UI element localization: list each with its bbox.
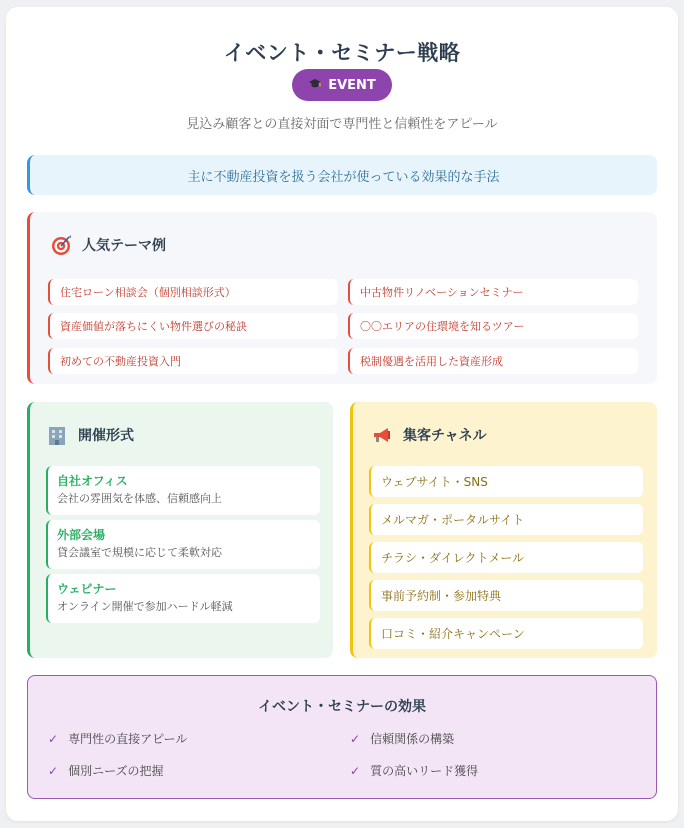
channel-item: メルマガ・ポータルサイト	[369, 504, 643, 535]
effect-label: 個別ニーズの把握	[68, 764, 164, 778]
channel-item: 事前予約制・参加特典	[369, 580, 643, 611]
format-item-name: ウェビナー	[57, 582, 117, 596]
themes-heading	[50, 234, 166, 256]
event-badge	[292, 69, 392, 101]
channel-section	[350, 402, 657, 658]
channel-item: 口コミ・紹介キャンペーン	[369, 618, 643, 649]
info-text: 主に不動産投資を扱う会社が使っている効果的な手法	[187, 169, 500, 185]
effects-title: イベント・セミナーの効果	[258, 699, 426, 715]
format-item	[46, 520, 320, 569]
effect-item	[350, 730, 454, 747]
graduation-cap-icon	[308, 78, 322, 93]
page-title: イベント・セミナー戦略	[223, 41, 461, 65]
theme-item: 住宅ローン相談会（個別相談形式）	[48, 279, 338, 305]
check-icon: ✓	[350, 763, 361, 778]
subtitle: 見込み顧客との直接対面で専門性と信頼性をアピール	[186, 117, 498, 132]
format-item-desc: 貸会議室で規模に応じて柔軟対応	[57, 546, 222, 559]
effect-label: 質の高いリード獲得	[370, 764, 479, 778]
format-item-name: 自社オフィス	[57, 474, 128, 488]
effect-label: 専門性の直接アピール	[68, 732, 188, 746]
theme-item: 初めての不動産投資入門	[48, 348, 338, 374]
effect-item	[48, 762, 163, 779]
format-item	[46, 466, 320, 515]
format-item-desc: オンライン開催で参加ハードル軽減	[57, 600, 233, 613]
main-card	[6, 7, 678, 821]
channel-item: チラシ・ダイレクトメール	[369, 542, 643, 573]
theme-item: 税制優遇を活用した資産形成	[348, 348, 638, 374]
format-title: 開催形式	[78, 428, 134, 444]
office-building-icon	[46, 424, 68, 446]
theme-item: 資産価値が落ちにくい物件選びの秘訣	[48, 313, 338, 339]
channel-title: 集客チャネル	[403, 428, 487, 444]
target-icon	[50, 234, 72, 256]
check-icon: ✓	[48, 763, 59, 778]
check-icon: ✓	[350, 731, 361, 746]
format-item	[46, 574, 320, 623]
effects-section	[27, 675, 657, 799]
theme-item: 中古物件リノベーションセミナー	[348, 279, 638, 305]
format-heading	[46, 424, 134, 446]
check-icon: ✓	[48, 731, 59, 746]
badge-label: EVENT	[328, 77, 376, 93]
format-item-desc: 会社の雰囲気を体感、信頼感向上	[57, 492, 222, 505]
format-item-name: 外部会場	[57, 528, 106, 542]
effect-item	[48, 730, 187, 747]
megaphone-icon	[371, 424, 393, 446]
effect-item	[350, 762, 478, 779]
theme-item: 〇〇エリアの住環境を知るツアー	[348, 313, 638, 339]
info-banner	[27, 155, 657, 195]
channel-heading	[371, 424, 487, 446]
channel-item: ウェブサイト・SNS	[369, 466, 643, 497]
effect-label: 信頼関係の構築	[370, 732, 455, 746]
themes-section	[27, 212, 657, 384]
themes-title: 人気テーマ例	[82, 238, 166, 254]
format-section	[27, 402, 333, 658]
